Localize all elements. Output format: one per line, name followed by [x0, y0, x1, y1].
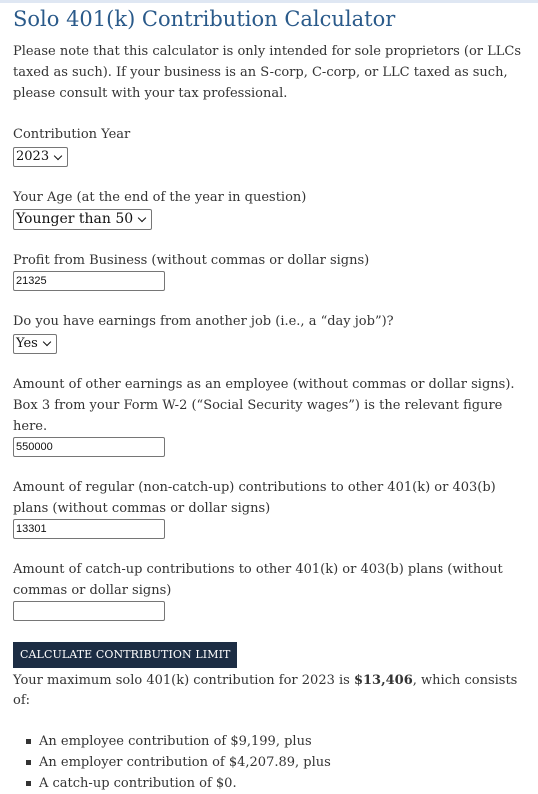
regular-contrib-label: Amount of regular (non-catch-up) contributions to other 401(k) or 403(b) plans (without commas or dollar signs)	[13, 479, 496, 516]
result-breakdown-list	[13, 731, 528, 794]
bullet-icon	[26, 739, 31, 744]
list-item	[26, 731, 528, 752]
profit-label: Profit from Business (without commas or dollar signs)	[13, 252, 370, 268]
age-label: Your Age (at the end of the year in question)	[13, 190, 307, 205]
contribution-year-label: Contribution Year	[13, 127, 131, 142]
list-item	[26, 752, 528, 773]
other-job-value: Yes	[16, 335, 38, 351]
other-job-label: Do you have earnings from another job (i.e., a “day job”)?	[13, 313, 394, 329]
other-earnings-label: Amount of other earnings as an employee (without commas or dollar signs). Box 3 from your Form W-2 (“Social Security wages”) is the relevant figure here.	[13, 376, 515, 434]
catchup-contrib-input[interactable]	[13, 601, 165, 621]
contribution-year-select[interactable]	[13, 147, 68, 167]
age-value: Younger than 50	[16, 211, 134, 227]
catchup-contrib-field	[13, 559, 528, 621]
catchup-contrib-label: Amount of catch-up contributions to other 401(k) or 403(b) plans (without commas or dollar signs)	[13, 561, 503, 598]
list-item-text: An employer contribution of $4,207.89, plus	[39, 754, 331, 770]
list-item	[26, 773, 528, 794]
page-title: Solo 401(k) Contribution Calculator	[13, 7, 396, 31]
result-amount: $13,406	[353, 672, 413, 688]
age-field	[13, 187, 528, 230]
result-text	[13, 671, 528, 711]
list-item-text: An employee contribution of $9,199, plus	[39, 733, 312, 749]
other-earnings-field	[13, 374, 528, 457]
chevron-down-icon	[138, 213, 146, 221]
chevron-down-icon	[54, 151, 62, 159]
chevron-down-icon	[43, 338, 51, 346]
other-earnings-input[interactable]	[13, 437, 165, 457]
contribution-year-value: 2023	[16, 149, 50, 164]
profit-field	[13, 250, 528, 291]
calculator	[13, 5, 528, 794]
result-prefix: Your maximum solo 401(k) contribution for 2023 is	[13, 672, 354, 688]
bullet-icon	[26, 781, 31, 786]
calculate-button[interactable]: CALCULATE CONTRIBUTION LIMIT	[13, 642, 237, 668]
profit-input[interactable]	[13, 271, 165, 291]
other-job-field	[13, 311, 528, 354]
regular-contrib-input[interactable]	[13, 519, 165, 539]
age-select[interactable]	[13, 209, 152, 230]
other-job-select[interactable]	[13, 334, 57, 354]
list-item-text: A catch-up contribution of $0.	[39, 775, 237, 791]
regular-contrib-field	[13, 477, 528, 539]
top-border	[0, 0, 538, 3]
result-suffix: , which consists of:	[13, 672, 518, 708]
disclaimer-note: Please note that this calculator is only intended for sole proprietors (or LLCs taxed as such). If your business is an S-corp, C-corp, or LLC taxed as such, please consult with your tax professional.	[13, 44, 522, 101]
contribution-year-field	[13, 124, 528, 167]
bullet-icon	[26, 760, 31, 765]
